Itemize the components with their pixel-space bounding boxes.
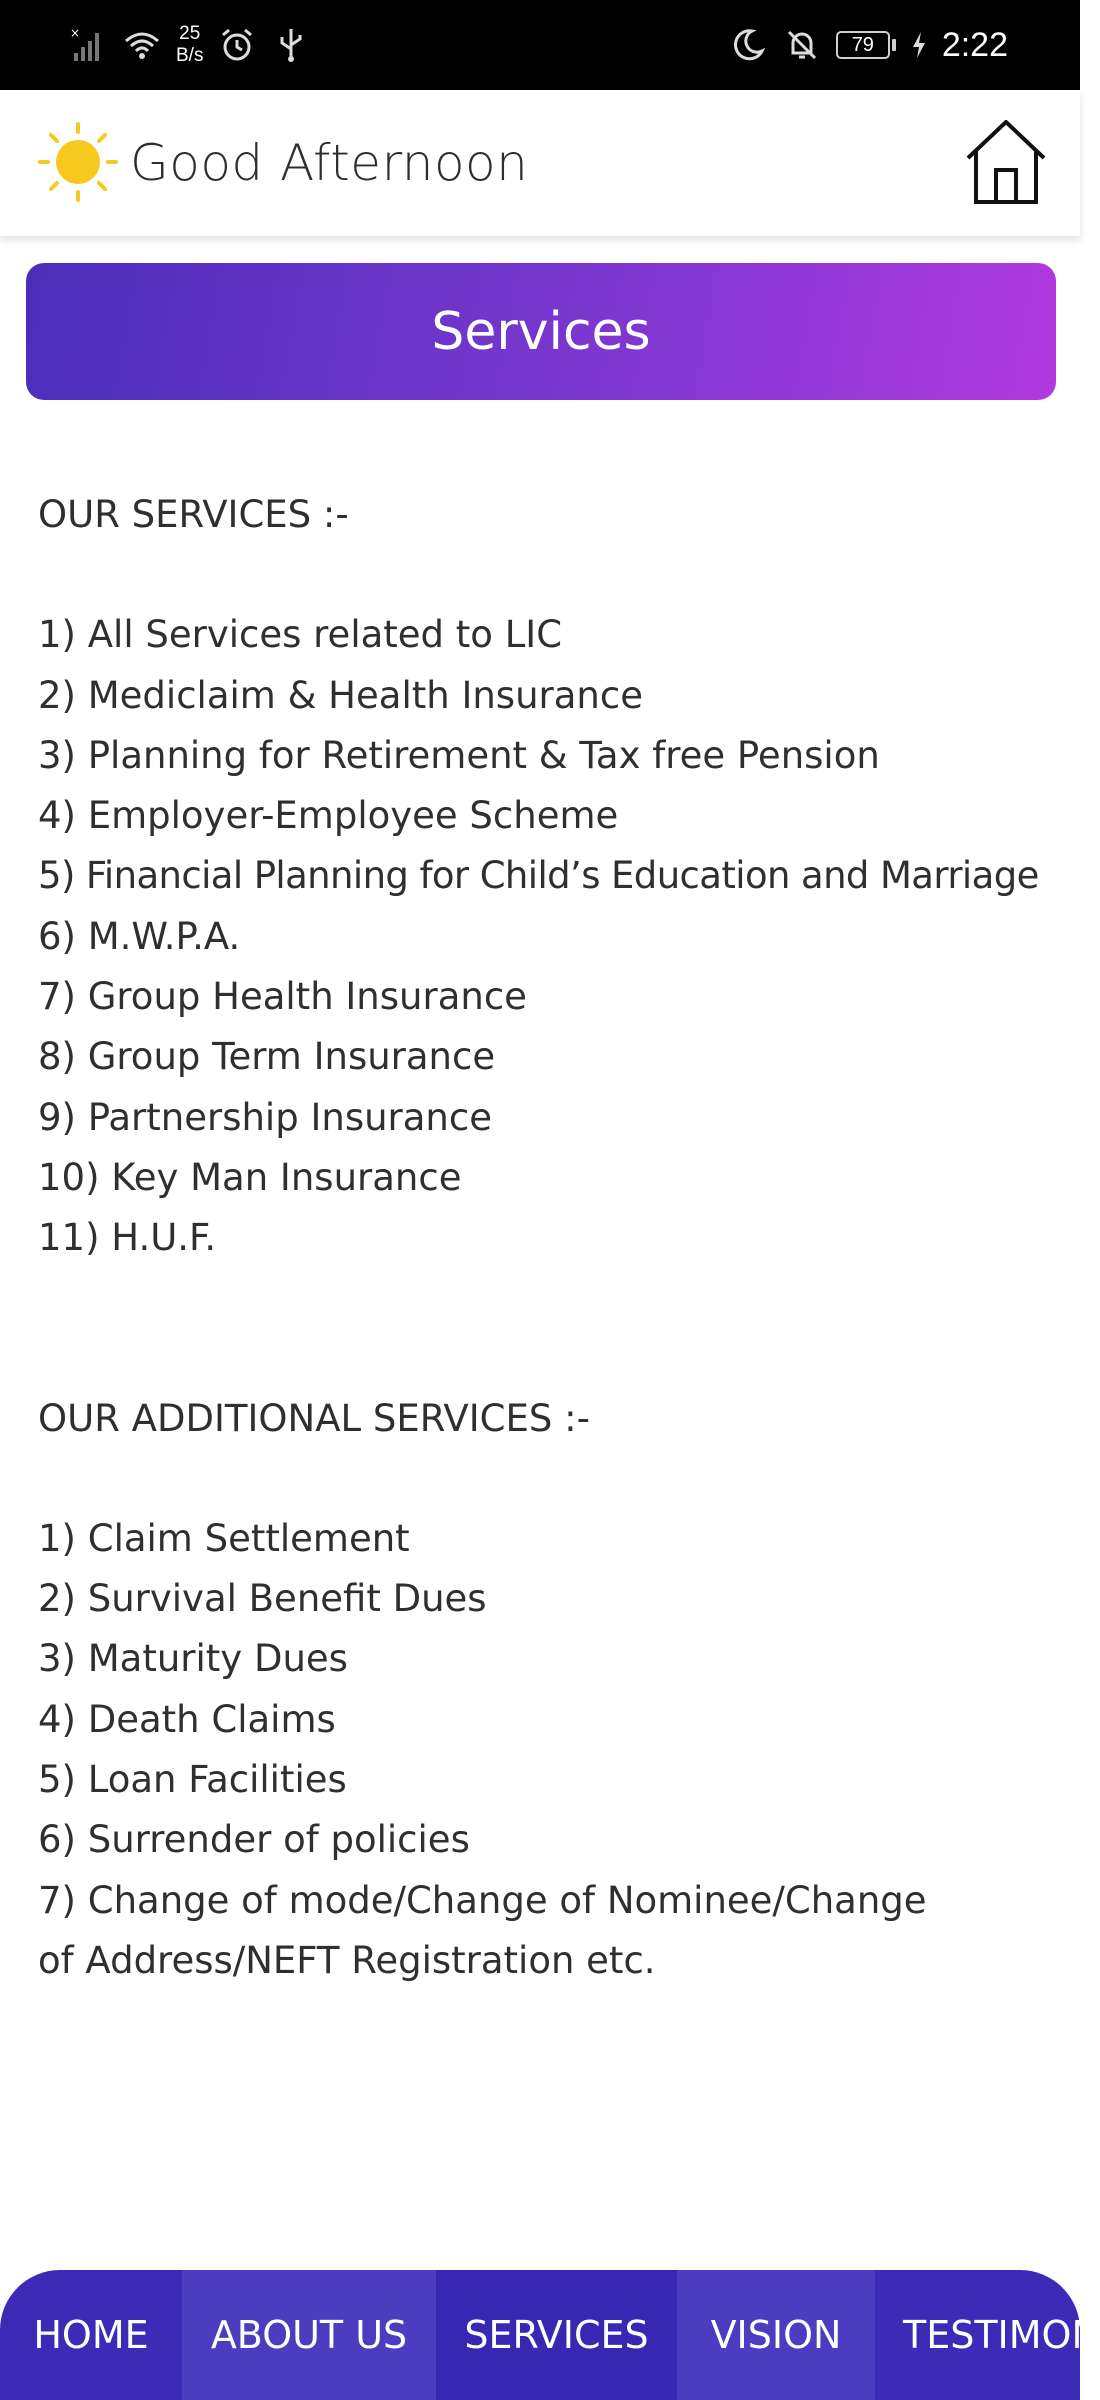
nav-item-about-us[interactable]: ABOUT US	[182, 2270, 436, 2400]
service-item: 9) Partnership Insurance	[38, 1095, 492, 1139]
service-item: 1) All Services related to LIC	[38, 613, 563, 657]
nav-item-vision[interactable]: VISION	[677, 2270, 875, 2400]
bell-muted-icon	[782, 25, 822, 65]
svg-text:×: ×	[70, 26, 81, 40]
additional-service-item: 3) Maturity Dues	[38, 1637, 348, 1681]
network-speed: 25 B/s	[176, 23, 204, 66]
nav-item-services[interactable]: SERVICES	[436, 2270, 677, 2400]
signal-icon	[68, 25, 108, 65]
nav-item-testimonials[interactable]: TESTIMON	[903, 2313, 1100, 2357]
service-item: 4) Employer-Employee Scheme	[38, 794, 619, 838]
additional-service-item: 7) Change of mode/Change of Nominee/Change of Address/NEFT Registration etc.	[38, 1878, 927, 1982]
services-banner	[26, 263, 1056, 400]
service-item: 7) Group Health Insurance	[38, 975, 527, 1019]
greeting-text: Good Afternoon	[130, 134, 529, 192]
service-item: 3) Planning for Retirement & Tax free Pension	[38, 733, 880, 777]
battery-level: 79	[836, 31, 890, 59]
clock: 2:22	[941, 25, 1008, 64]
additional-service-item: 1) Claim Settlement	[38, 1516, 410, 1560]
home-icon	[962, 116, 1050, 208]
alarm-icon	[217, 25, 257, 65]
service-item: 11) H.U.F.	[38, 1216, 217, 1260]
additional-service-item: 4) Death Claims	[38, 1697, 336, 1741]
service-item: 10) Key Man Insurance	[38, 1155, 462, 1199]
status-bar	[0, 0, 1080, 90]
usb-icon	[271, 25, 311, 65]
bottom-nav	[0, 2270, 1100, 2400]
service-item: 2) Mediclaim & Health Insurance	[38, 673, 643, 717]
additional-service-item: 2) Survival Benefit Dues	[38, 1577, 487, 1621]
services-heading: OUR SERVICES :-	[38, 493, 349, 536]
additional-services-heading: OUR ADDITIONAL SERVICES :-	[38, 1396, 590, 1440]
home-button[interactable]	[962, 116, 1050, 208]
nav-item-home[interactable]: HOME	[33, 2313, 149, 2357]
service-item: 6) M.W.P.A.	[38, 914, 241, 958]
additional-service-item: 5) Loan Facilities	[38, 1758, 347, 1802]
page-title: Services	[431, 301, 651, 362]
wifi-icon	[122, 25, 162, 65]
charging-icon	[910, 25, 928, 65]
app-header	[0, 90, 1080, 236]
battery-indicator	[836, 31, 896, 59]
service-item: 8) Group Term Insurance	[38, 1035, 496, 1079]
service-item: 5) Financial Planning for Child’s Education and Marriage	[38, 854, 1039, 898]
sun-icon	[36, 120, 120, 204]
additional-service-item: 6) Surrender of policies	[38, 1818, 470, 1862]
services-content	[38, 485, 1048, 1991]
moon-icon	[728, 25, 768, 65]
